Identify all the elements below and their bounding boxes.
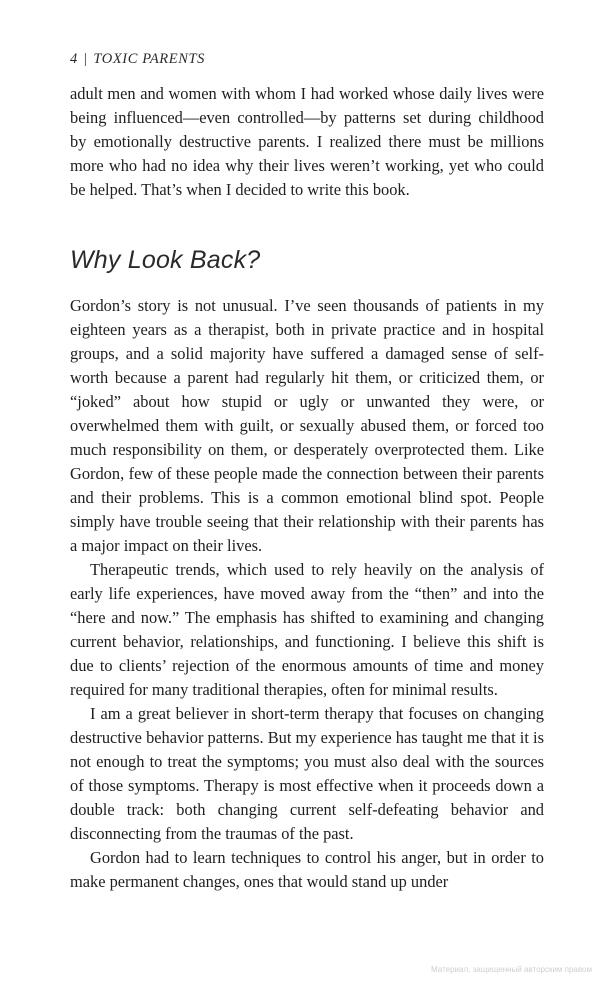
running-header bbox=[70, 51, 205, 68]
page-number: 4 bbox=[70, 51, 78, 67]
section-heading: Why Look Back? bbox=[70, 246, 261, 274]
paragraph-4: Gordon had to learn techniques to control his anger, but in order to make permanent changes, ones that would stand up under bbox=[70, 848, 544, 891]
paragraph-1: Gordon’s story is not unusual. I’ve seen thousands of patients in my eighteen years as a therapist, both in private practice and in hospital groups, and a solid majority have suffered a damaged sense of self-worth because a parent had regularly hit them, or criticized them, or “joked” about how stupid or ugly or unwanted they were, or overwhelmed them with guilt, or sexually abused them, or forced too much responsibility on them, or desperately overprotected them. Like Gordon, few of these people made the connection between their parents and their problems. This is a common emotional blind spot. People simply have trouble seeing that their relationship with their parents has a major impact on their lives. bbox=[70, 296, 544, 555]
body-text-block bbox=[70, 294, 544, 894]
copyright-watermark: Материал, защищенный авторским правом bbox=[431, 965, 592, 974]
intro-text-block bbox=[70, 82, 544, 202]
header-separator: | bbox=[83, 51, 88, 67]
book-title: TOXIC PARENTS bbox=[93, 51, 205, 67]
paragraph-2: Therapeutic trends, which used to rely heavily on the analysis of early life experiences, have moved away from the “then” and into the “here and now.” The emphasis has shifted to examining and changing current behavior, relationships, and functioning. I believe this shift is due to clients’ rejection of the enormous amounts of time and money required for many traditional therapies, often for minimal results. bbox=[70, 560, 544, 699]
paragraph-3: I am a great believer in short-term therapy that focuses on changing destructive behavior patterns. But my experience has taught me that it is not enough to treat the symptoms; you must also deal with the sources of those symptoms. Therapy is most effective when it proceeds down a double track: both changing current self-defeating behavior and disconnecting from the traumas of the past. bbox=[70, 704, 544, 843]
intro-paragraph: adult men and women with whom I had worked whose daily lives were being influenced—even controlled—by patterns set during childhood by emotionally destructive parents. I realized there must be millions more who had no idea why their lives weren’t working, yet who could be helped. That’s when I decided to write this book. bbox=[70, 84, 544, 199]
